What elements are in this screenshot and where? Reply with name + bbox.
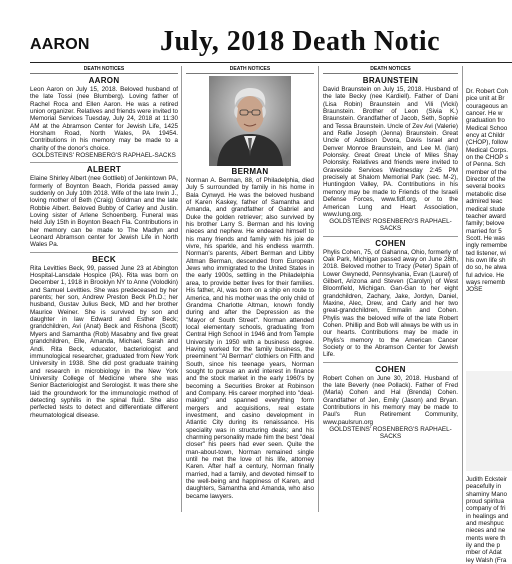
notice-line: ency at Childr (466, 132, 505, 140)
header-rule (30, 62, 512, 63)
notice-body: David Braunstein on July 15, 2018. Husband of the late Becky (nee Kardiell). Father of Dani (Lisa Robin) Braunstein and Vili (Vicki) Braunstein. Brother of Leon (Sivia K.) Braunstein. Grandfather of Jacob, Seth, Sophie and Tessa Braunstein. Uncle of Zev Avi (Valerie) and Rafie Joseph (Jenna) Braunstein. Great Uncle of Addison Dvora, Davis Israel and Denver Monroe Braunstein, and Lee M. (Ian) Polonsky. Great Great Uncle of Miles Shay Polonsky. Relatives and friends were invited to Graveside Services Wednesday 2:45 PM precisely at Shalom Memorial Park (sec. M-2), Huntingdon Valley, PA. Contributions in his memory may be made to Friends of the Israeli Defense Forces, www.fidf.org, or to the American Lung and Heart Association, www.lung.org. (323, 86, 458, 218)
notice-line: JOSE (466, 286, 483, 294)
notice-divider (30, 162, 178, 163)
notice-signature: GOLDSTEINS' ROSENBERG'S RAPHAEL-SACKS (32, 152, 176, 160)
running-head: AARON (30, 36, 90, 53)
notice-line: Dr. Robert Coh (466, 88, 508, 95)
notice-line: courageous an (466, 102, 508, 110)
notice-line: graduation fro (466, 117, 505, 125)
notice-line: ful advice. He (466, 271, 505, 279)
notice-line: ways rememb (466, 278, 506, 286)
column-divider (462, 66, 463, 512)
notice-line: ted listener, wi (466, 249, 506, 257)
notice-divider (323, 236, 458, 237)
notice-line: ments were th (466, 534, 506, 542)
notice-body: Phylis Cohen, 75, of Gahanna, Ohio, formerly of Oak Park, Michigan passed away on June 28th, 2018. Beloved mother to Tracy (Peter) Spain of Lower Gwynedd, Pennsylvania, Evan (Laurel) of Gilbert, Arizona and Steven (Carolyn) of West Bloomfield, Michigan. Gan-Gan to her eight grandchildren, Zachary, Jake, Jordyn, Daniel, Maxine, Alec, Drew, and Carly and her two great-grandchildren, Emmalin and Cohen. Phylis was the beloved wife of the late Robert Cohen. Phillip and Bob will always be with us in our hearts. Contributions may be made in Phylis's memory to the American Cancer Society or to the Abramson Center for Jewish Life. (323, 248, 458, 359)
notice-line: cancer. He w (466, 110, 503, 118)
notice-line: Scott. He was (466, 234, 505, 242)
notice-line: shaminy Mano (466, 490, 507, 498)
notice-line: company of fri (466, 505, 506, 513)
cropped-notice (466, 88, 512, 294)
notice-line: ley Walsh (Fra (466, 556, 507, 564)
column-1 (30, 66, 178, 512)
notice-line: pice unit at Br (466, 95, 505, 103)
section-header: DEATH NOTICES (186, 66, 314, 74)
notice-line: and meshpuc (466, 520, 504, 528)
notice-line: ingly remembe (466, 242, 508, 250)
notice-line: peacefully in (466, 483, 502, 491)
notice-signature: GOLDSTEINS' ROSENBERG'S RAPHAEL-SACKS (329, 218, 452, 233)
column-divider (318, 66, 319, 512)
notice-signature: GOLDSTEINS' ROSENBERG'S RAPHAEL-SACKS (329, 426, 452, 441)
section-header: DEATH NOTICES (323, 66, 458, 74)
notice-name: AARON (88, 76, 120, 85)
notice-line: several books (466, 183, 505, 191)
notice-divider (323, 362, 458, 363)
notice-divider (30, 252, 178, 253)
notice-name: ALBERT (86, 165, 122, 175)
notice-line: (CHOP), follow (466, 139, 508, 147)
notice-line: Medical Corps. (466, 146, 508, 154)
cropped-photo (466, 371, 512, 471)
notice-line: his own life sh (466, 256, 506, 264)
page-title: July, 2018 Death Notic (160, 26, 441, 57)
column-3 (323, 66, 458, 512)
notice-name: COHEN (375, 238, 406, 248)
notice-line: Judith Ecksteir (466, 476, 507, 483)
notice-body: Norman A. Berman, 88, of Philadelphia, died July 5 surrounded by family in his home in Bala Cynwyd. He was the beloved husband of Karen Kaskey, father of Samantha and Amanda, and grandfather of Gabriel and Duke the golden retriever; also survived by his brother Larry S. Berman and his loving nieces and nephew. He endeared himself to his many friends and family with his joie de vivre, his sparkle, and his endless warmth. Norman's parents, Albert Berman and Libby Altman Berman, descended from European Jews who immigrated to the United States in the early 1900s, settling in the Philadelphia area, to provide better lives for their families. His father, Al, was born on a ship en route to America, and his mother was the only child of Grandma Charlotte Altman, known fondly during and after the Depression as the "Mayor of South Street". Norman attended local elementary schools, graduating from Central High School in 1946 and from Temple University in 1950 with a business degree. Having worked for the family business, the preeminent "Al Berman" clothiers on Fifth and South, since his teenage years, Norman sought to pursue an avid interest in finance and the stock market in the early 1960's by becoming a Securities Broker at Robinson and Company. His career morphed into "deal-making" and spanned everything form mergers and acquisitions, real estate investment, and casino development in Atlantic City during its renaissance. His speciality was in structuring deals; and his charming personality made him the best "deal closer" his peers had ever seen. Quite the man-about-town, Norman remained single until he met the love of his life, attorney Karen. After half a century, Norman finally married, had a family, and devoted himself to the well-being and happiness of Karen, and daughters, Samantha and Amanda, who also became lawyers. (186, 177, 314, 500)
notice-name: BERMAN (231, 167, 269, 176)
notice-body: Robert Cohen on June 30, 2018. Husband of the late Beverly (nee Pollack). Father of Fred (Marla) Cohen and Hal (Brenda) Cohen. Grandfather of Jen, Emily (Jason) and Bryan. Contributions in his memory may be made to Paul's Run Retirement Community, www.paulsrun.org (323, 374, 458, 426)
notice-line: in healings and (466, 512, 509, 520)
notice-line: mber of Adat (466, 549, 502, 557)
column-4 (466, 66, 512, 564)
notice-line: family; belove (466, 220, 505, 228)
notice-line: on the CHOP s (466, 154, 509, 162)
notice-name: BRAUNSTEIN (362, 76, 419, 85)
notice-line: member of the (466, 168, 507, 176)
notice-body: Rita Levitties Beck, 99, passed June 23 at Abington Hospital-Lansdale Hospice (PA). Rita was born on December 1, 1918 in Brooklyn NY to Anne (Volodkin) and Samuel Levitties. She was predeceased by her parents; her son, Andrew Preston Beck Ph.D.; her husband, Gustav Julius Beck, MD and her brother Maurice Weiner. She is survived by son and daughter in law Edward and Esther Beck; grandchildren, Avi (Anat) Beck and Rishona (Scott) Myers and Samantha (Rob) Masabny and five great grandchildren, Elle, Amanda, Michael, Sarah and Andi. Rita Beck, educator, bacteriologist and immunological researcher, graduated from New York University in 1938. She did post graduate training and research in microbiology in the New York University College of Medicine where she was Senior Bacteriologist and Serologist. It was there she laid the groundwork for the immunologic method of detecting syphilis in the spinal fluid. She also perfected tests to detect and differentiate different rheumatological disease. (30, 264, 178, 419)
notice-line: teacher award (466, 212, 506, 220)
notice-body: Elaine Shirley Albert (nee Gottlieb) of Jenkintown PA, formerly of Boynton Beach, Florida passed away suddenly on July 10th 2018. Wife of the late Irwin J., loving mother of Beth (Craig) Goldman and the late Robbie Albert. Beloved Bubby of Carley and Justin. Loving sister of Arlene Schoenberg. Funeral was held July 15th in Boynton Beach Fla. Contributions in her memory can be made to The Madlyn and Leonard Abramson center for Jewish Life in North Wales Pa. (30, 175, 178, 249)
notice-line: do so, he alwa (466, 264, 507, 272)
notice-line: married for 5 (466, 227, 502, 235)
notice-name: BECK (92, 254, 116, 264)
notice-line: admired teac (466, 198, 503, 206)
section-header: DEATH NOTICES (30, 66, 178, 74)
column-2 (186, 66, 314, 512)
notice-body: Leon Aaron on July 15, 2018. Beloved husband of the late Tossi (nee Blumberg). Loving father of Rachel Roca and Ellen Aaron. He was a retired union organizer. Relatives and friends were invited to Memorial Services Tuesday, July 24, 2018 at 11:30 AM at the Abramson Center for Jewish Life, 1425 Horsham Road, North Wales, PA 19454. Contributions in his memory may be made to a charity of the donor's choice. (30, 86, 178, 152)
portrait-photo (209, 76, 291, 166)
notice-line: of Penna. Sch (466, 161, 506, 169)
notice-line: Director of the (466, 176, 506, 184)
notice-name: COHEN (375, 364, 406, 374)
notice-line: metabolic dise (466, 190, 507, 198)
notice-line: ily and the p (466, 542, 500, 550)
cropped-notice (466, 476, 512, 564)
notice-line: Medical Schoo (466, 124, 508, 132)
notice-line: proud spiritua (466, 498, 505, 506)
notice-line: medical stude (466, 205, 505, 213)
column-divider (181, 66, 182, 512)
notice-line: nieces and ne (466, 527, 506, 535)
